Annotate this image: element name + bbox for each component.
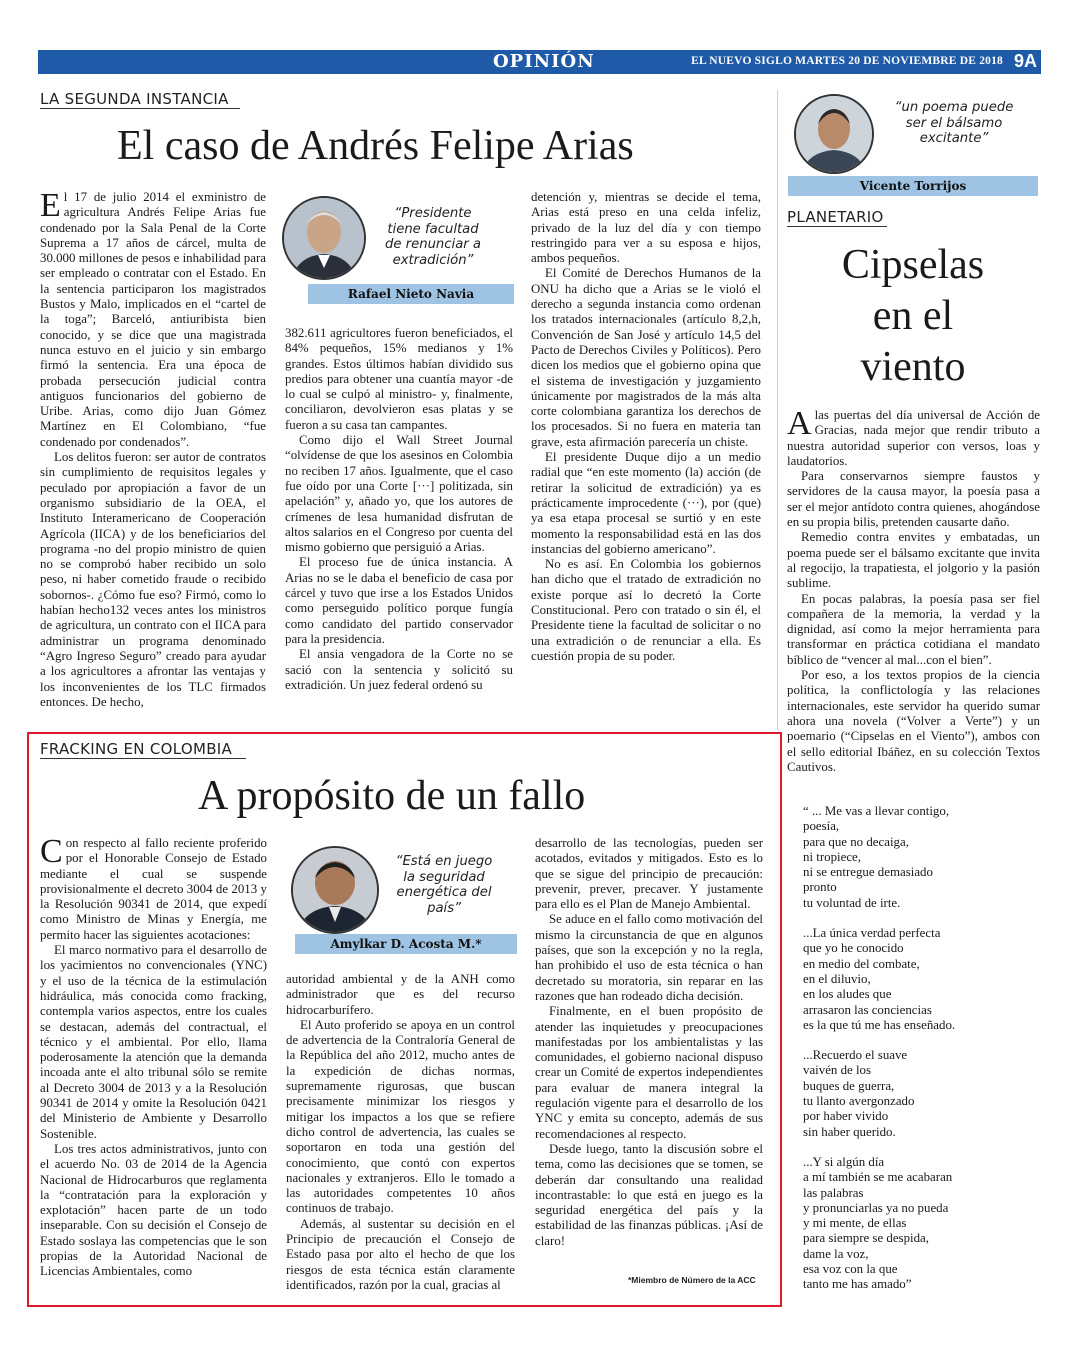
kicker-underline — [40, 758, 246, 759]
masthead-date: EL NUEVO SIGLO MARTES 20 DE NOVIEMBRE DE 2018 — [691, 55, 1003, 67]
author-photo — [794, 94, 874, 174]
dropcap: C — [40, 836, 63, 870]
article1-kicker: LA SEGUNDA INSTANCIA — [40, 90, 229, 108]
kicker-underline — [787, 226, 887, 227]
article3-pull-quote: “un poema puede ser el bálsamo excitante” — [894, 100, 1014, 147]
article3-kicker: PLANETARIO — [787, 208, 884, 226]
poem-stanza: ...La única verdad perfecta que yo he conocido en medio del combate, en el diluvio, en los aludes que arrasaron las conciencias es la que tú me has enseñado. — [803, 926, 956, 1032]
article3-body: Alas puertas del día universal de Acción de Gracias, nada mejor que rendir tributo a nuestra autoridad superior con versos, loas y laudatorios. Para conservarnos siempre faustos y servidores de la causa mayor, la poesía pasa a ser el mejor antídoto contra quienes, ahogándose en su propia bilis, pretenden causarte daño. Remedio contra envites y embatadas, un poema puede ser el bálsamo excitante que invita al regocijo, la trapatiesta, el jolgorio y la pasión sublime. En pocas palabras, la poesía pasa ser fiel compañera de la memoria, la verdad y la dignidad, así como la mejor herramienta para transformar en práctica cotidiana el mandato bíblico de “vencer al mal...con el bien”. Por eso, a los textos propios de la ciencia política, la conflictología y las relaciones internacionales, este servidor ha querido sumar ahora una novela (“Volver a Verte”) y un poemario (“Cipselas en el Viento”), ambos con el sello editorial Ibáñez, en su colección Textos Cautivos. — [787, 408, 1040, 774]
article2-column-2: autoridad ambiental y de la ANH como administrador que es del recurso hidrocarburífero. El Auto proferido se apoya en un control de advertencia de la Contraloría General de la República del año 2012, mucho antes de la expedición de dichas normas, supremamente rigurosas, que buscan precisamente minimizar los riesgos y mitigar los impactos a los que se refiere dicho control de advertencia, las cuales se soportaron en toda una gestión del conocimiento, que contó con expertos nacionales y extranjeros. Ello le tomado a las autoridades competentes 10 años continuos de trabajo. Además, al sustentar su decisión en el Principio de precaución el Consejo de Estado pasa por alto el hecho de que los riesgos de esta técnica están claramente identificados, razón por la cual, gracias al — [286, 972, 515, 1292]
author-photo — [282, 196, 366, 280]
article2-title: A propósito de un fallo — [198, 773, 586, 819]
article3-title: Cipselas en el viento — [841, 242, 985, 390]
dropcap: E — [40, 190, 61, 224]
article1-author-box — [280, 190, 516, 305]
author-photo — [291, 846, 379, 934]
article1-title: El caso de Andrés Felipe Arias — [117, 123, 634, 169]
article1-column-1: El 17 de julio 2014 el exministro de agricultura Andrés Felipe Arias fue condenado por la Sala Penal de la Corte Suprema a 17 años de cárcel, multa de 30.000 millones de pesos e inhabilidad para ser empleado o contratar con el Estado. En la sentencia participaron los magistrados Bustos y Malo, implicados en el “cartel de la toga”; Barceló, antiuribista bien conocido, y se dice que una magistrada nunca estuvo en el juicio y sin embargo firmó la sentencia. Era una época de probada persecución judicial contra antiguos funcionarios del gobierno de Uribe. Arias, como dijo Juan Gómez Martínez en El Colombiano, “fue condenado por condenados”. Los delitos fueron: ser autor de contratos sin cumplimiento de requisitos legales y peculado por apropiación a favor de un organismo subsidiario de la OEA, el Instituto Interamericano de Cooperación Agrícola (IICA) y de los beneficiarios del programa -no del propio ministro de quien no se comprobó haber recibido un solo peso, ni haber cometido fraude o recibido sobornos-. ¿Cómo fue eso? Firmó, como lo habían hecho132 veces antes los ministros de agricultura, un contrato con el IICA para administrar un programa denominado “Agro Ingreso Seguro” creado para ayudar a los agricultores a afrontar las ventajas y los inconvenientes de los TLC firmados entonces. De hecho, — [40, 190, 266, 709]
column-divider — [777, 90, 778, 730]
section-name: OPINIÓN — [493, 51, 595, 72]
article1-column-2: 382.611 agricultores fueron beneficiados, el 84% pequeños, 15% medianos y 1% grandes. Estos últimos habían dividido sus predios para obtener una cuantía mayor -de lo cual se culpó al ministro- y, finalmente, conciliaron, devolvieron esas platas y se fueron a su casa tan campantes. Como dijo el Wall Street Journal “olvídense de que los asesinos en Colombia no reciben 17 años. Igualmente, que el caso fue oído por una Corte [···] politizada, sin apelación” y, añado yo, que los autores de crímenes de lesa humanidad disfrutan de altos salarios en el Congreso por cuenta del mismo gobierno que persiguió a Arias. El proceso fue de única instancia. A Arias no se le daba el beneficio de casa por cárcel y tuvo que irse a los Estados Unidos como perseguido político porque fungía como candidato del partido conservador para la presidencia. El ansia vengadora de la Corte no se sació con la sentencia y solicitó su extradición. Un juez federal ordenó su — [285, 326, 513, 692]
kicker-underline — [40, 108, 240, 109]
poem — [803, 804, 1039, 1294]
article1-column-3: detención y, mientras se decide el tema, Arias está preso en una celda infeliz, privado de la luz del día y con tiempo restringido para ver a su esposa e hijos, ambos pequeños. El Comité de Derechos Humanos de la ONU ha dicho que a Arias se le violó el derecho a segunda instancia como ordenan los tratados internacionales (artículo 8,2,h, Convención de San José y artículo 14,5 del Pacto de Derechos Civiles y Políticos). Pero dicen los medios que el gobierno opina que el sistema de investigación y juzgamiento únicamente por magistrados de la más alta corte colombiana garantiza los derechos de los procesados. Si no fuera en materia tan grave, esta afirmación parecería un chiste. El presidente Duque dijo a un medio radial que “en este momento (la) acción (de retirar la solicitud de extradición) ya es prácticamente improcedente (···), por (que) ya esa etapa procesal se surtió y en este momento la responsabilidad está en las dos instancias del gobierno americano”. No es así. En Colombia los gobiernos han dicho que el tratado de extradición no existe porque así lo decretó la Corte Constitucional. Pero con tratado o sin él, el Presidente tiene la facultad de solicitar o no una extradición o de renunciar a ella. Es cuestión propia de su poder. — [531, 190, 761, 663]
article2-column-3: desarrollo de las tecnologías, pueden ser acotados, evitados y mitigados. Esto es lo que se sigue del principio de precaución: prevenir, prever, precaver. Y justamente para ello es el Plan de Manejo Ambiental. Se aduce en el fallo como motivación del mismo la circunstancia de que en algunos países, que son la excepción y no la regla, han prohibido el uso de esta técnica o han decretado su moratoria, sin reparar en las razones que han rodeado dicha decisión. Finalmente, en el buen propósito de atender las inquietudes y preocupaciones manifestadas por los ambientalistas y las comunidades, el gobierno nacional dispuso crear un Comité de expertos independientes para evaluar de manera integral la regulación vigente para el desarrollo de los YNC y emita su concepto, además de sus recomendaciones al respecto. Desde luego, tanto la discusión sobre el tema, como las decisiones que se tomen, se deberán dar consultando una realidad incontrastable: lo que está en juego es la seguridad energética del país y la estabilidad de las finanzas públicas. ¡Así de claro! — [535, 836, 763, 1248]
poem-stanza: ...Y si algún día a mí también se me acabaran las palabras y pronunciarlas ya no pueda y mi mente, de ellas para siempre se despida, dame la voz, esa voz con la que tanto me has amado” — [803, 1154, 953, 1292]
page-header — [38, 50, 1041, 74]
poem-stanza: “ ... Me vas a llevar contigo, poesía, para que no decaiga, ni tropiece, ni se entregue demasiado pronto tu voluntad de irte. — [803, 804, 950, 910]
article2-column-1: Con respecto al fallo reciente proferido por el Honorable Consejo de Estado mediante el cual se suspende provisionalmente el decreto 3004 de 2013 y la Resolución 90341 de 2014, que expedí como Ministro de Minas y Energía, me permito hacer las siguientes acotaciones: El marco normativo para el desarrollo de los yacimientos no convencionales (YNC) y el uso de la técnica de la estimulación hidráulica, más conocida como fracking, contempla varios aspectos, entre los cuales se destacan, además del contractual, el técnico y el ambiental. Por ello, llama poderosamente la atención que la demanda incoada ante el alto tribunal sólo se remite al Decreto 3004 de 2013 y a la Resolución 90341 de 2014 y omite la Resolución 0421 del Ministerio de Ambiente y Desarrollo Sostenible. Los tres actos administrativos, junto con el acuerdo No. 03 de 2014 de la Agencia Nacional de Hidrocarburos que reglamenta la “contratación para la exploración y explotación” hacen parte de un todo inseparable. Con su decisión el Consejo de Estado soslaya las competencias que le son propias de la Autoridad Nacional de Licencias Ambientales, como — [40, 836, 267, 1279]
page-number: 9A — [1013, 51, 1037, 71]
article2-author-box — [283, 840, 519, 956]
article1-pull-quote: “Presidente tiene facultad de renunciar a extradición” — [385, 206, 481, 268]
dropcap: A — [787, 408, 812, 442]
author-footnote: *Miembro de Número de la ACC — [628, 1275, 756, 1285]
article3-author-box — [786, 90, 1038, 198]
article2-kicker: FRACKING EN COLOMBIA — [40, 740, 233, 758]
article2-author-name: Amylkar D. Acosta M.* — [295, 934, 517, 954]
poem-stanza: ...Recuerdo el suave vaivén de los buques de guerra, tu llanto avergonzado por haber vivido sin haber querido. — [803, 1048, 915, 1139]
article1-author-name: Rafael Nieto Navia — [308, 284, 514, 304]
article2-pull-quote: “Está en juego la seguridad energética del país” — [395, 854, 493, 916]
article3-author-name: Vicente Torrijos — [788, 176, 1038, 196]
